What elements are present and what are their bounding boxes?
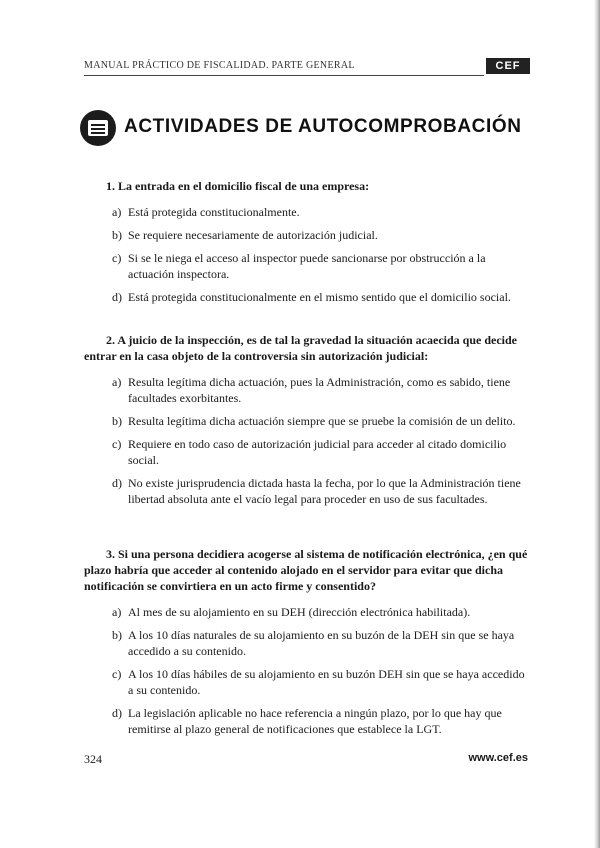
header-rule [84,75,484,76]
option-2c: c) Requiere en todo caso de autorización judicial para acceder al citado domicilio social. [112,437,507,467]
option-3d: d) La legislación aplicable no hace referencia a ningún plazo, por lo que hay que remitirse al plazo general de notificaciones que establece la LGT. [112,706,502,736]
footer-url: www.cef.es [468,752,528,764]
option-3b: b) A los 10 días naturales de su alojamiento en su buzón de la DEH sin que se haya accedido a su contenido. [112,628,515,658]
running-title: MANUAL PRÁCTICO DE FISCALIDAD. PARTE GENERAL [84,60,355,71]
option-1c: c) Si se le niega el acceso al inspector puede sancionarse por obstrucción a la actuación inspectora. [112,251,486,281]
question-text: 2. A juicio de la inspección, es de tal la gravedad la situación acaecida que decide entrar en la casa objeto de la controversia sin autorización judicial: [84,333,517,363]
question-1 [84,178,530,312]
option-2b: b) Resulta legítima dicha actuación siempre que se pruebe la comisión de un delito. [112,414,516,428]
section-title [80,110,540,150]
section-heading: ACTIVIDADES DE AUTOCOMPROBACIÓN [124,116,522,137]
question-2 [84,332,530,514]
option-1b: b) Se requiere necesariamente de autorización judicial. [112,228,378,242]
option-1a: a) Está protegida constitucionalmente. [112,205,300,219]
running-header [84,58,530,78]
question-text: 1. La entrada en el domicilio fiscal de una empresa: [106,179,370,193]
page-number: 324 [84,752,102,766]
option-2a: a) Resulta legítima dicha actuación, pues la Administración, como es sabido, tiene facultades exorbitantes. [112,375,511,405]
option-1d: d) Está protegida constitucionalmente en el mismo sentido que el domicilio social. [112,290,511,304]
option-3a: a) Al mes de su alojamiento en su DEH (dirección electrónica habilitada). [112,605,471,619]
document-badge-icon [80,110,116,146]
option-2d: d) No existe jurisprudencia dictada hasta la fecha, por lo que la Administración tiene libertad absoluta ante el vacío legal para proceder en uso de sus facultades. [112,476,521,506]
cef-logo: CEF [486,58,530,74]
option-3c: c) A los 10 días hábiles de su alojamiento en su buzón DEH sin que se haya accedido a su contenido. [112,667,525,697]
scan-edge-shadow [594,0,600,848]
question-3 [84,546,530,744]
question-text: 3. Si una persona decidiera acogerse al sistema de notificación electrónica, ¿en qué plazo habría que acceder al contenido alojado en el servidor para evitar que dicha notificación se convirtiera en un acto firme y consentido? [84,547,528,593]
